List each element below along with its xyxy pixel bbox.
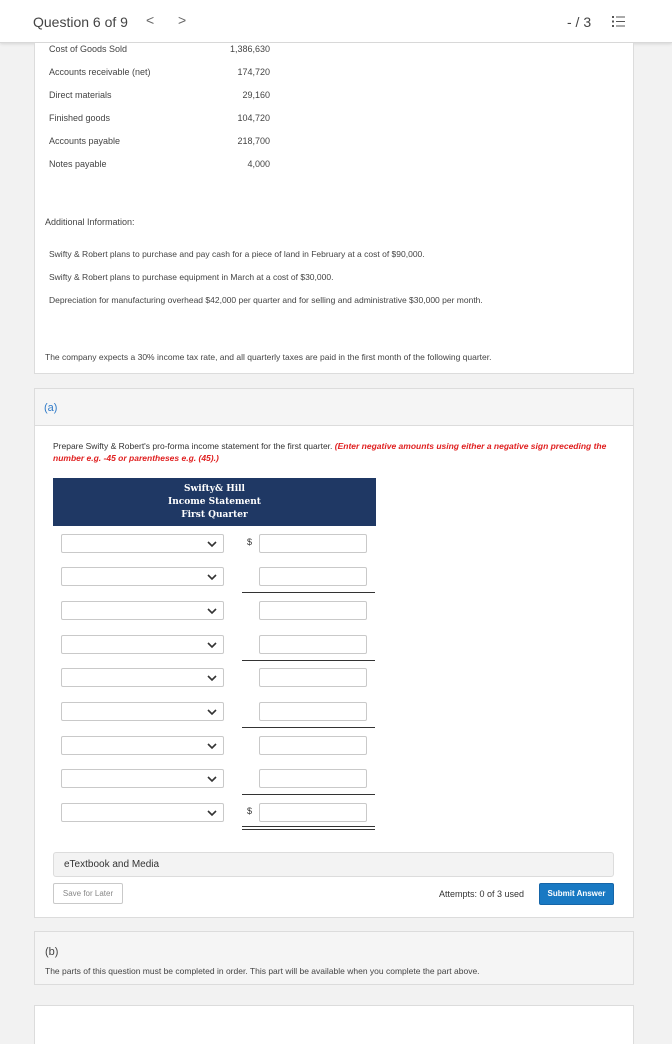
chevron-down-icon	[207, 641, 217, 649]
amount-input[interactable]	[259, 702, 367, 721]
account-select[interactable]	[61, 736, 224, 755]
subtotal-line	[242, 794, 375, 795]
balance-label: Finished goods	[49, 113, 111, 123]
chevron-down-icon	[207, 708, 217, 716]
part-b-label: (b)	[45, 946, 59, 958]
account-select[interactable]	[61, 635, 224, 654]
statement-company: Swifty& Hill	[184, 484, 245, 494]
balance-label: Cost of Goods Sold	[49, 44, 128, 54]
balance-value: 4,000	[247, 159, 270, 169]
amount-input[interactable]	[259, 803, 367, 822]
amount-input[interactable]	[259, 601, 367, 620]
score: - / 3	[567, 14, 592, 30]
amount-input[interactable]	[259, 736, 367, 755]
tax-note: The company expects a 30% income tax rate, and all quarterly taxes are paid in the first month of the following quarter.	[45, 352, 492, 362]
account-select[interactable]	[61, 534, 224, 553]
part-b-body	[34, 1005, 634, 1044]
etextbook-media-toggle[interactable]: eTextbook and Media	[53, 852, 614, 877]
submit-answer-button[interactable]: Submit Answer	[539, 883, 614, 905]
save-for-later-button[interactable]: Save for Later	[53, 883, 123, 904]
account-select[interactable]	[61, 567, 224, 586]
balance-label: Direct materials	[49, 90, 112, 100]
amount-input[interactable]	[259, 567, 367, 586]
chevron-down-icon	[207, 742, 217, 750]
chevron-down-icon	[207, 607, 217, 615]
balance-label: Notes payable	[49, 159, 107, 169]
dollar-sign: $	[247, 806, 253, 816]
balance-label: Accounts receivable (net)	[49, 67, 151, 77]
info-line: Depreciation for manufacturing overhead $42,000 per quarter and for selling and administrative $30,000 per month.	[49, 295, 483, 305]
balance-label: Accounts payable	[49, 136, 121, 146]
part-a-prompt	[53, 440, 613, 464]
chevron-down-icon	[207, 674, 217, 682]
top-bar	[0, 0, 672, 43]
balance-value: 218,700	[237, 136, 270, 146]
info-line: Swifty & Robert plans to purchase and pay cash for a piece of land in February at a cost of $90,000.	[49, 249, 425, 259]
chevron-down-icon	[207, 540, 217, 548]
part-b-locked-text: The parts of this question must be completed in order. This part will be available when you complete the part above.	[45, 966, 480, 976]
statement-header	[53, 478, 376, 526]
subtotal-line	[242, 727, 375, 728]
chevron-down-icon	[207, 573, 217, 581]
part-a-label: (a)	[44, 402, 58, 414]
dollar-sign: $	[247, 537, 253, 547]
question-title: Question 6 of 9	[33, 14, 128, 30]
next-question-button[interactable]: >	[178, 12, 187, 28]
previous-question-button[interactable]: <	[146, 12, 155, 28]
account-select[interactable]	[61, 702, 224, 721]
amount-input[interactable]	[259, 668, 367, 687]
amount-input[interactable]	[259, 769, 367, 788]
part-b-panel	[34, 931, 634, 985]
statement-title: Income Statement	[168, 497, 261, 507]
statement-period: First Quarter	[181, 510, 248, 520]
account-select[interactable]	[61, 803, 224, 822]
account-select[interactable]	[61, 601, 224, 620]
account-select[interactable]	[61, 668, 224, 687]
question-panel	[34, 43, 634, 374]
attempts-counter: Attempts: 0 of 3 used	[439, 889, 525, 899]
balance-value: 104,720	[237, 113, 270, 123]
additional-info-heading: Additional Information:	[45, 217, 135, 227]
subtotal-line	[242, 592, 375, 593]
question-list-icon[interactable]	[612, 15, 625, 28]
balance-value: 174,720	[237, 67, 270, 77]
chevron-down-icon	[207, 809, 217, 817]
prompt-text: Prepare Swifty & Robert's pro-forma income statement for the first quarter.	[53, 441, 335, 451]
chevron-down-icon	[207, 775, 217, 783]
prompt-warning: (Enter negative amounts using either a negative sign preceding the number e.g. -45 or parentheses e.g. (45).)	[53, 441, 607, 463]
part-a-header	[34, 388, 634, 426]
total-double-line	[242, 826, 375, 830]
amount-input[interactable]	[259, 635, 367, 654]
subtotal-line	[242, 660, 375, 661]
balance-value: 1,386,630	[229, 44, 270, 54]
info-line: Swifty & Robert plans to purchase equipment in March at a cost of $30,000.	[49, 272, 334, 282]
balance-value: 29,160	[242, 90, 270, 100]
amount-input[interactable]	[259, 534, 367, 553]
account-select[interactable]	[61, 769, 224, 788]
